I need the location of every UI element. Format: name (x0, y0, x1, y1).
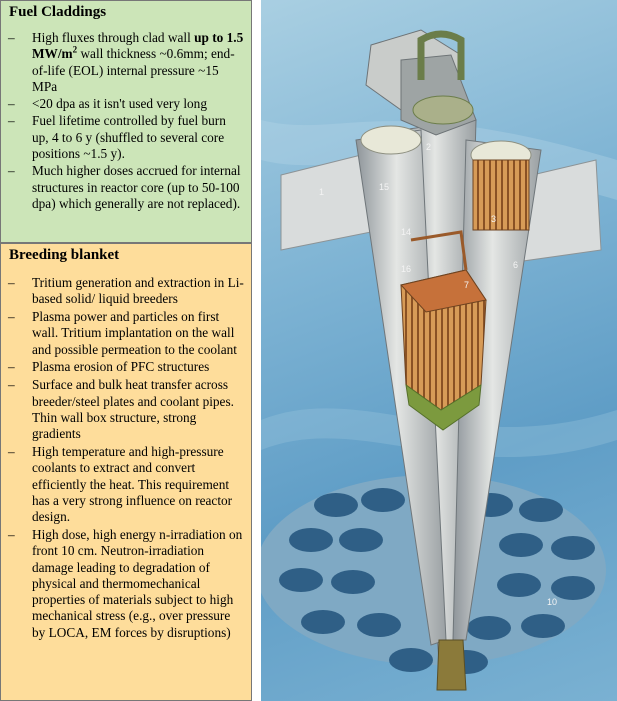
rod-bundle-right (473, 160, 529, 230)
bullet-dash: – (8, 30, 15, 45)
rod-bundle-top (361, 126, 421, 154)
list-item (1, 96, 251, 112)
bullet-dash: – (8, 113, 15, 129)
item-text: High temperature and high-pressure coolants to extract and convert efficiently the heat. This requirement has a very strong influence on reactor design. (32, 443, 233, 525)
bullet-dash: – (8, 275, 15, 290)
callout-6: 6 (513, 260, 519, 270)
item-text: Much higher doses accrued for internal structures in reactor core (up to 50-100 dpa) which generally are not replaced). (32, 163, 241, 211)
callout-3: 3 (491, 214, 497, 224)
breeding-blanket-list (1, 275, 251, 641)
list-item (1, 527, 251, 641)
bullet-dash: – (8, 96, 15, 112)
list-item (1, 444, 251, 525)
callout-16: 16 (401, 264, 412, 274)
item-prefix: High fluxes through clad wall (32, 30, 195, 45)
bullet-dash: – (8, 359, 15, 375)
list-item (1, 309, 251, 358)
callout-14: 14 (401, 227, 412, 237)
bullet-dash: – (8, 526, 15, 542)
breeding-blanket-panel (0, 243, 252, 701)
callout-7: 7 (464, 280, 470, 290)
bullet-dash: – (8, 309, 15, 325)
list-item (1, 113, 251, 162)
item-rest: wall thickness ~0.6mm; end-of-life (EOL) internal pressure ~15 MPa (32, 46, 235, 94)
fuel-claddings-title: Fuel Claddings (9, 4, 107, 20)
item-superscript: 2 (72, 44, 78, 55)
list-item (1, 275, 251, 308)
list-item (1, 359, 251, 375)
item-text: High dose, high energy n-irradiation on front 10 cm. Neutron-irradiation damage leading to degradation of physical and thermomechanical properties of materials subject to high mechanical stress (e.g., over pressure by LOCA, EM forces by disruptions) (32, 526, 243, 640)
bullet-dash: – (8, 377, 15, 393)
callout-1: 1 (319, 187, 325, 197)
item-text: Tritium generation and extraction in Li-based solid/ liquid breeders (32, 275, 244, 307)
fuel-assembly-illustration (261, 0, 617, 701)
item-text: Plasma erosion of PFC structures (32, 359, 210, 375)
breeding-blanket-title: Breeding blanket (9, 247, 120, 263)
item-text: Surface and bulk heat transfer across breeder/steel plates and coolant pipes. Thin wall box structure, strong gradients (32, 377, 234, 442)
handle-socket (413, 96, 473, 124)
callout-10: 10 (547, 597, 558, 607)
fuel-claddings-panel (0, 0, 252, 243)
list-item (1, 377, 251, 442)
callout-2: 2 (426, 142, 432, 152)
item-text: Plasma power and particles on first wall. Tritium implantation on the wall and possible permeation to the coolant (32, 309, 237, 357)
bottom-nozzle (437, 640, 466, 690)
item-text: Fuel lifetime controlled by fuel burn up, 4 to 6 y (shuffled to several core positions ~1.5 y). (32, 113, 226, 162)
item-bold: up to 1.5 MW/m (32, 30, 244, 62)
fuel-assembly-drawing (261, 0, 617, 701)
bullet-dash: – (8, 163, 15, 179)
item-text: <20 dpa as it isn't used very long (32, 96, 207, 112)
callout-15: 15 (379, 182, 390, 192)
list-item (1, 163, 251, 212)
list-item (1, 30, 251, 95)
fuel-claddings-list (1, 30, 251, 212)
bullet-dash: – (8, 443, 15, 459)
